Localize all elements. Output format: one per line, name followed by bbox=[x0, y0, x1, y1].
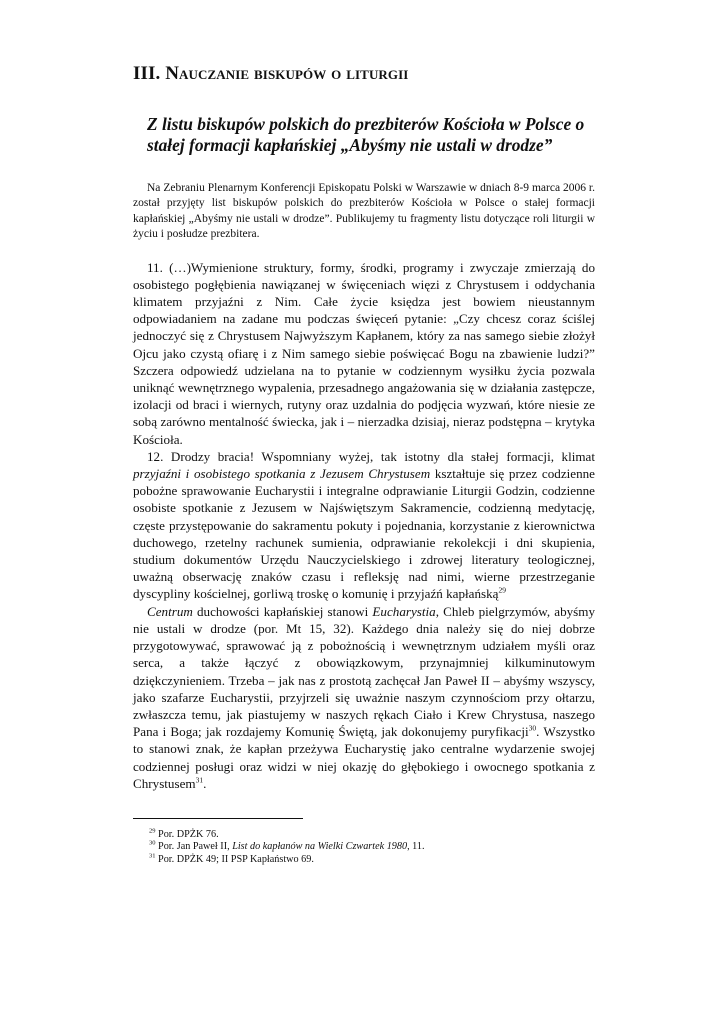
article-subheading: Z listu biskupów polskich do prezbiterów Kościoła w Polsce o stałej formacji kapłańskiej „Abyśmy nie ustali w drodze” bbox=[147, 114, 585, 155]
paragraph-11: 11. (…)Wymienione struktury, formy, środki, programy i zwyczaje zmierzają do osobistego pogłębienia nawiązanej w święceniach więzi z Chrystusem i oddychania klimatem przyjaźni z Nim. Całe życie księdza jest bowiem nieustannym odpowiadaniem na zadane mu podczas święceń pytanie: „Czy chcesz coraz ściślej jednoczyć się z Chrystusem Najwyższym Kapłanem, który za nas samego siebie złożył Ojcu jako czystą ofiarę i z Nim samego siebie poświęcać Bogu na zbawienie ludzi?” Szczera odpowiedź udzielana na to pytanie w codziennym wysiłku życia pozwala uniknąć wewnętrznego wypalenia, przesadnego angażowania się w działania zastępcze, izolacji od braci i wiernych, rutyny oraz uzdalnia do podjęcia wyzwań, które niesie ze sobą zarówno mentalność świecka, jak i – nierzadka dzisiaj, nieraz podstępna – krytyka Kościoła. bbox=[133, 259, 595, 447]
footnote-divider bbox=[133, 818, 303, 819]
footnote-text: Por. DPŻK 49; II PSP Kapłaństwo 69. bbox=[158, 853, 314, 865]
paragraph-12-emphasis: przyjaźni i osobistego spotkania z Jezusem Chrystusem bbox=[133, 466, 431, 482]
paragraph-13-emphasis-centrum: Centrum bbox=[147, 603, 193, 619]
footnote-30 bbox=[149, 841, 595, 853]
chapter-title: Nauczanie biskupów o liturgii bbox=[165, 63, 409, 84]
paragraph-13-emphasis-eucharystia: Eucharystia bbox=[372, 603, 436, 619]
paragraph-13-text-2: , Chleb pielgrzymów, abyśmy nie ustali w drodze (por. Mt 15, 32). Każdego dnia należy się do niej dobrze przygotowywać, sprawować ją z pobożnością i wewnętrznym udziałem myśli oraz serca, a także łączyć z obowiązkowym, przynajmniej kilkuminutowym dziękczynieniem. Trzeba – jak nas z prostotą zachęcał Jan Paweł II – abyśmy wszyscy, jako szafarze Eucharystii, przyjrzeli się uważnie naszym czynnościom przy ołtarzu, zwłaszcza temu, jak piastujemy w naszych rękach Ciało i Krew Chrystusa, naszego Pana i Boga; jak rozdajemy Komunię Świętą, jak dokonujemy puryfikacji bbox=[133, 603, 595, 740]
page-content bbox=[133, 62, 595, 866]
paragraph-13 bbox=[133, 603, 595, 792]
footnote-text: Por. DPŻK 76. bbox=[158, 828, 219, 840]
footnote-title: List do kapłanów na Wielki Czwartek 1980 bbox=[232, 841, 408, 853]
footnote-number: 30 bbox=[149, 839, 156, 847]
footnote-number: 29 bbox=[149, 827, 156, 835]
footnotes bbox=[133, 829, 595, 866]
footnote-31 bbox=[149, 854, 595, 866]
paragraph-13-end: . bbox=[203, 775, 207, 791]
footnote-29 bbox=[149, 829, 595, 841]
intro-paragraph: Na Zebraniu Plenarnym Konferencji Episkopatu Polski w Warszawie w dniach 8-9 marca 2006 r. został przyjęty list biskupów polskich do prezbiterów Kościoła w Polsce o stałej formacji kapłańskiej „Abyśmy nie ustali w drodze”. Publikujemy tu fragmenty listu dotyczące roli liturgii w życiu i posłudze prezbitera. bbox=[133, 182, 595, 241]
footnote-ref-29[interactable]: 29 bbox=[498, 586, 506, 596]
footnote-text: Por. Jan Paweł II, bbox=[158, 841, 233, 853]
footnote-number: 31 bbox=[149, 852, 156, 860]
paragraph-12-rest: kształtuje się przez codzienne pobożne sprawowanie Eucharystii i integralne odprawianie Liturgii Godzin, codzienne osobiste spotkanie z Jezusem w Najświętszym Sakramencie, codzienną medytację, częste przystępowanie do sakramentu pokuty i pojednania, korzystanie z kierownictwa duchowego, rzetelny rachunek sumienia, odprawianie rekolekcji i dni skupienia, studium dokumentów Urzędu Nauczycielskiego i zdrowej literatury teologicznej, uważną obserwację znaków czasu i refleksję nad nimi, wierne przestrzeganie dyscypliny kościelnej, gorliwą troskę o komunię i przyjaźń kapłańską bbox=[133, 466, 595, 602]
footnote-ref-30[interactable]: 30 bbox=[528, 723, 537, 733]
paragraph-12 bbox=[133, 448, 595, 603]
footnote-ref-31[interactable]: 31 bbox=[195, 775, 204, 785]
footnote-text-end: , 11. bbox=[407, 841, 425, 853]
chapter-heading bbox=[133, 62, 595, 86]
paragraph-12-start: 12. Drodzy bracia! Wspomniany wyżej, tak istotny dla stałej formacji, klimat bbox=[147, 448, 595, 464]
paragraph-13-text-1: duchowości kapłańskiej stanowi bbox=[197, 603, 369, 619]
paragraph-13-text-3: . Wszystko to stanowi znak, że kapłan przeżywa Eucharystię jako centralne wydarzenie swojej codziennej posługi oraz widzi w niej okazję do głębokiego i owocnego spotkania z Chrystusem bbox=[133, 724, 595, 791]
article-body bbox=[133, 259, 595, 792]
chapter-number: III. bbox=[133, 63, 161, 84]
